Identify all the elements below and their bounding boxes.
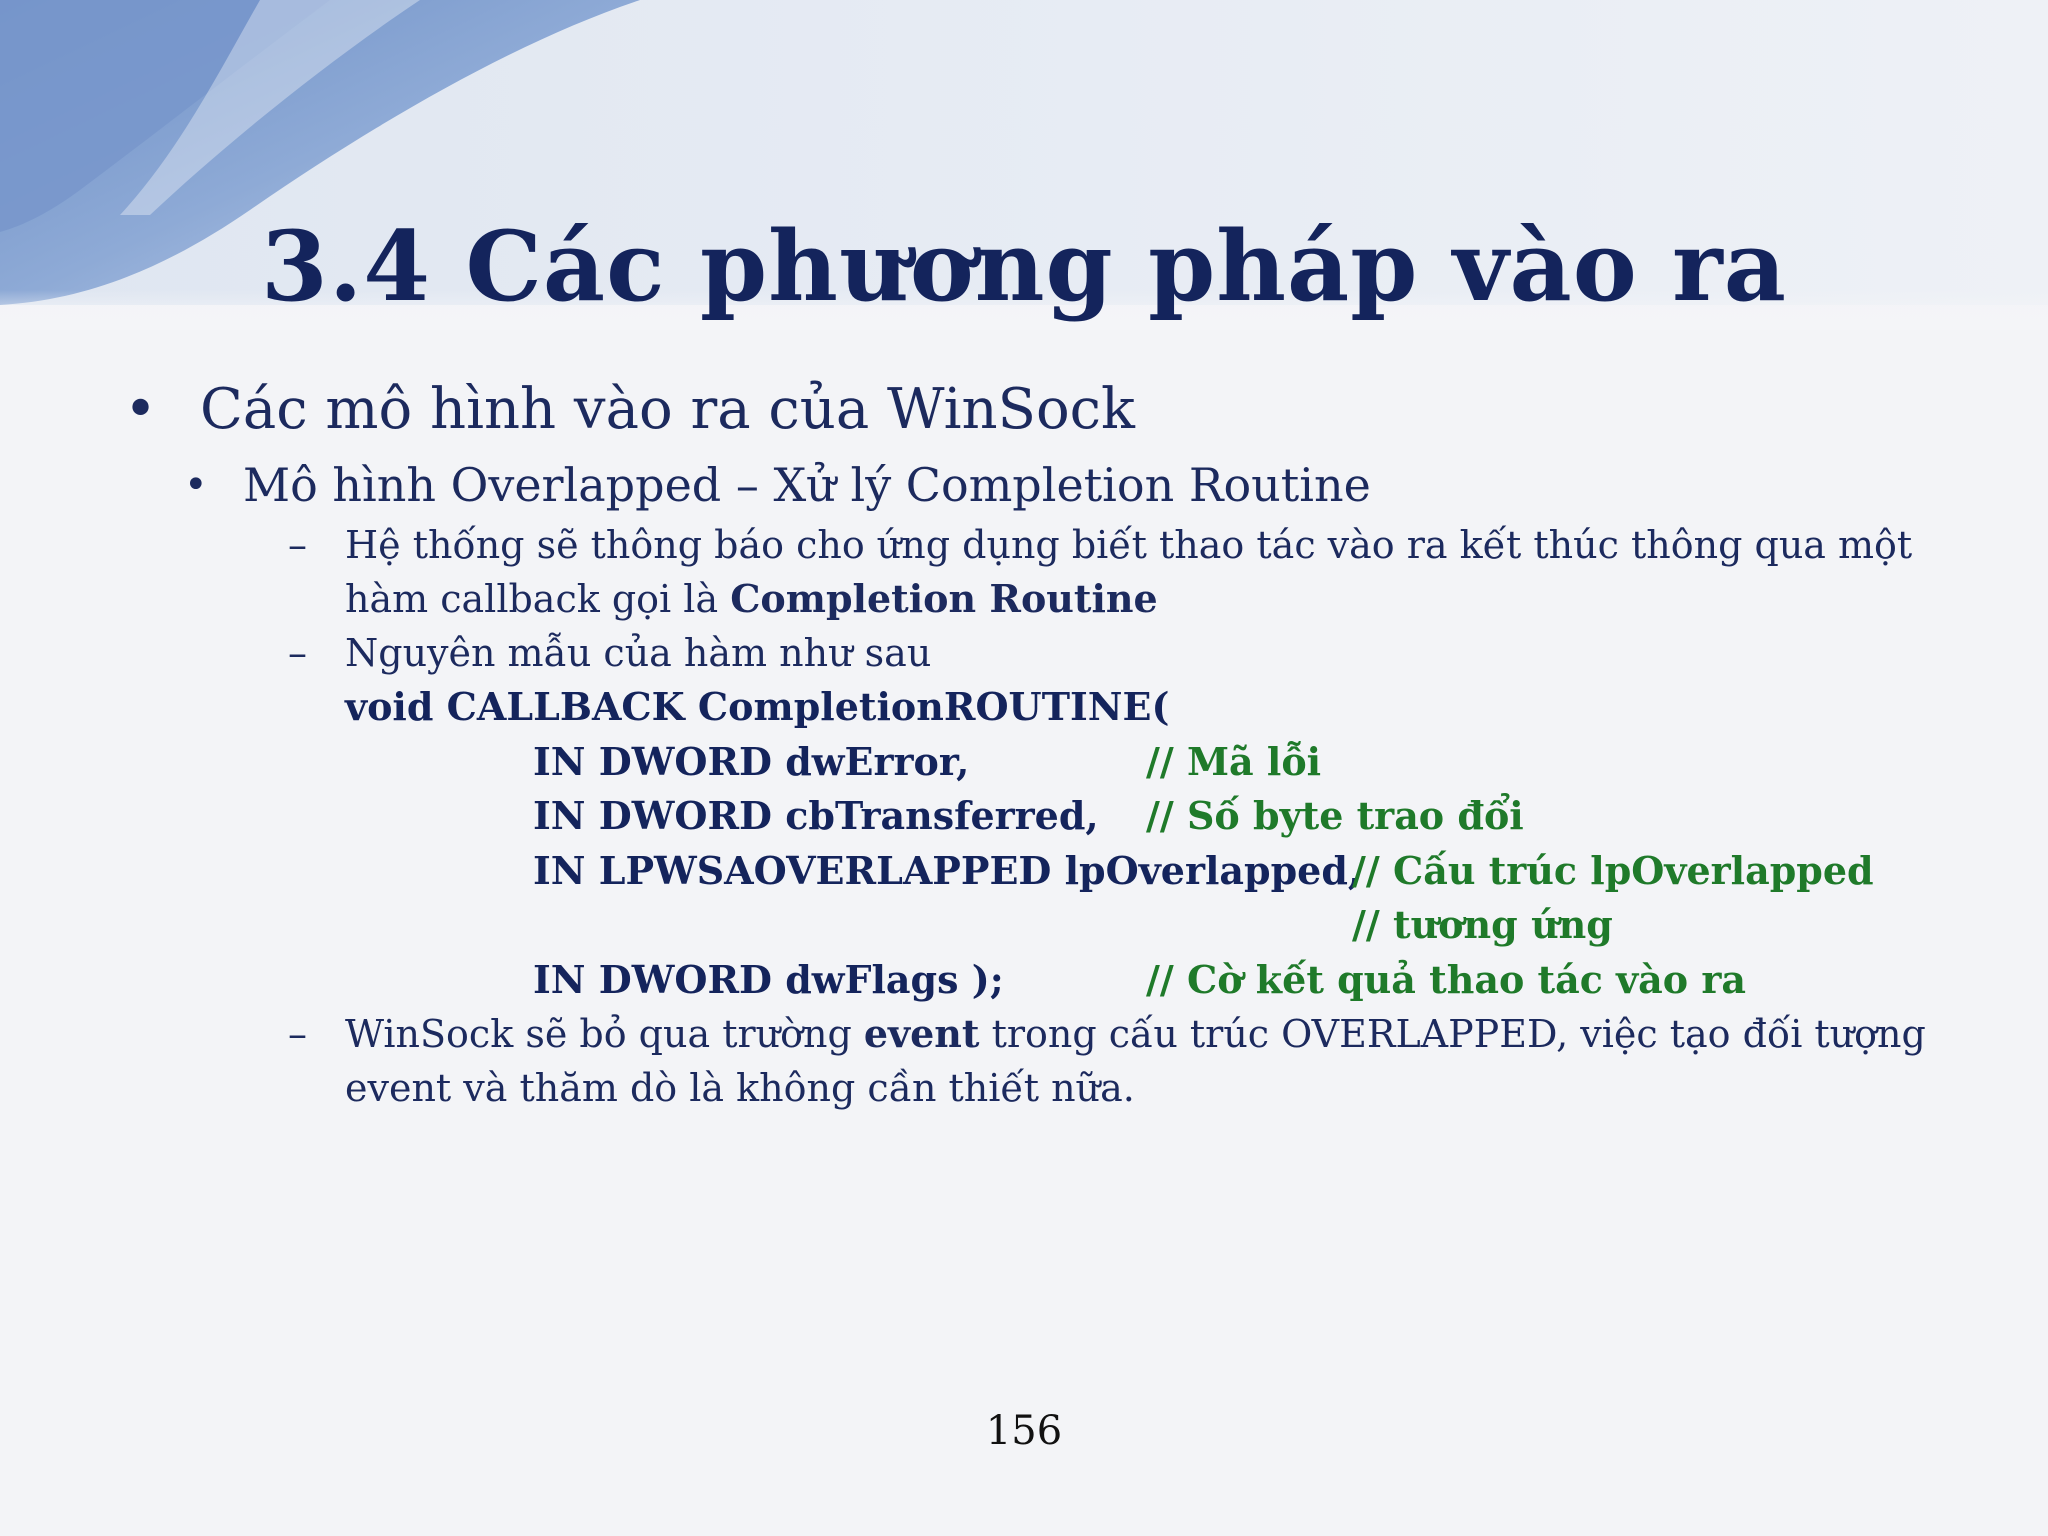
dash-icon: – — [288, 631, 307, 675]
bullet-icon: • — [184, 462, 208, 508]
code-signature-line — [0, 680, 2048, 735]
code-param-line — [0, 844, 2048, 899]
event-term: event — [863, 1011, 980, 1056]
dash-item-prototype-text: Nguyên mẫu của hàm như sau — [345, 631, 932, 675]
code-comment: // Số byte trao đổi — [1146, 793, 1524, 838]
dash-icon: – — [288, 1012, 307, 1056]
dash-item-winsock — [0, 1007, 2048, 1115]
code-param-decl: IN LPWSAOVERLAPPED lpOverlapped, — [533, 847, 1362, 893]
bullet-level2-text: Mô hình Overlapped – Xử lý Completion Routine — [243, 458, 1371, 512]
dash-icon: – — [288, 523, 307, 567]
code-comment: // tương ứng — [1352, 902, 1613, 947]
code-param-line — [0, 898, 2048, 953]
dash-item-callback — [0, 518, 2048, 626]
dash-item-winsock-line1 — [345, 1007, 2048, 1061]
callback-prefix: hàm callback gọi là — [345, 577, 731, 621]
dash-item-callback-line2 — [345, 572, 2048, 626]
slide-content — [0, 368, 2048, 1115]
code-comment: // Cờ kết quả thao tác vào ra — [1146, 956, 1746, 1002]
code-param-decl: IN DWORD dwError, — [533, 738, 970, 784]
bullet-icon: • — [124, 377, 158, 442]
completion-routine-term: Completion Routine — [730, 576, 1158, 621]
winsock-suffix: trong cấu trúc OVERLAPPED, việc tạo đối tượng — [979, 1012, 1926, 1056]
bullet-level1 — [0, 368, 2048, 452]
code-comment: // Mã lỗi — [1146, 738, 1322, 784]
code-param-decl: IN DWORD dwFlags ); — [533, 956, 1004, 1002]
code-param-decl: IN DWORD cbTransferred, — [533, 793, 1099, 838]
slide-title: 3.4 Các phương pháp vào ra — [261, 210, 1787, 323]
code-param-line — [0, 953, 2048, 1008]
code-param-line — [0, 789, 2048, 844]
dash-item-callback-line1: Hệ thống sẽ thông báo cho ứng dụng biết thao tác vào ra kết thúc thông qua một — [345, 523, 1913, 567]
code-comment: // Cấu trúc lpOverlapped — [1352, 847, 1874, 893]
bullet-level1-text: Các mô hình vào ra của WinSock — [200, 377, 1135, 442]
page-number: 156 — [985, 1408, 1063, 1454]
bullet-level2 — [0, 452, 2048, 518]
winsock-prefix: WinSock sẽ bỏ qua trường — [345, 1012, 864, 1056]
code-signature: void CALLBACK CompletionROUTINE( — [345, 684, 1170, 729]
dash-item-prototype — [0, 626, 2048, 680]
dash-item-winsock-line2: event và thăm dò là không cần thiết nữa. — [345, 1066, 1135, 1110]
code-param-line — [0, 735, 2048, 790]
